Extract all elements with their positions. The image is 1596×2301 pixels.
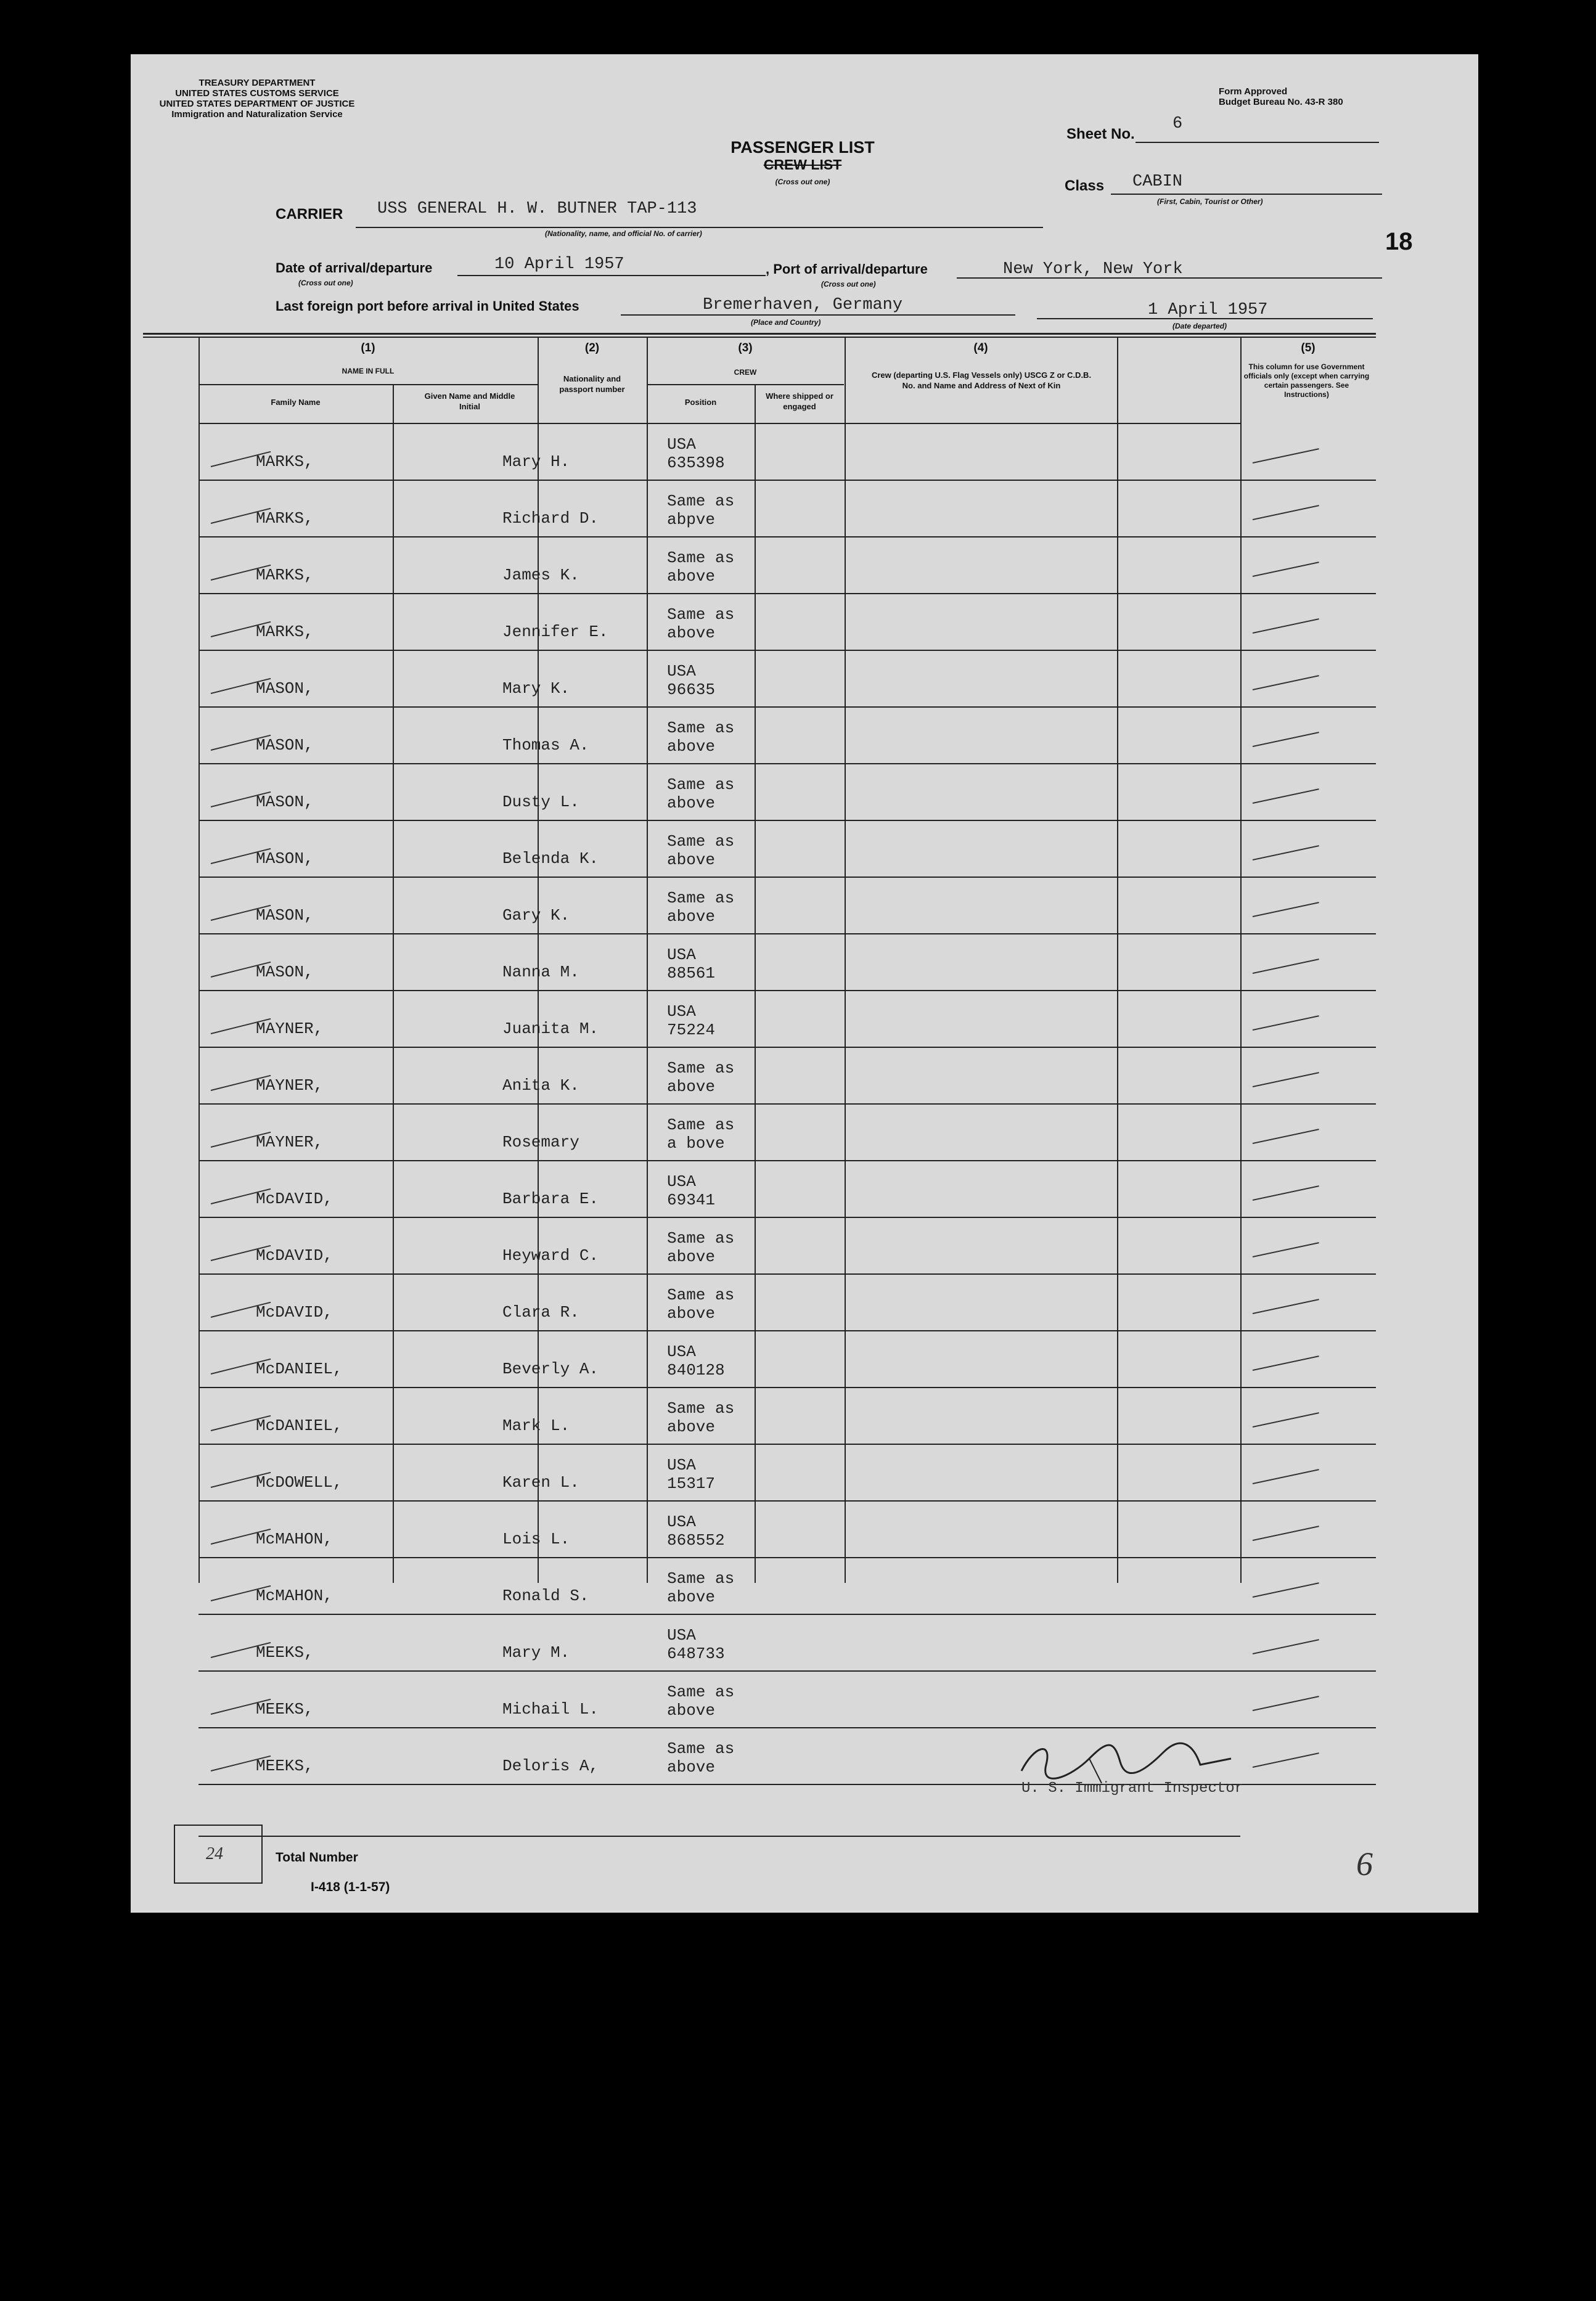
nationality-line-1: Same as (667, 605, 735, 624)
sheet-label: Sheet No. (1066, 126, 1135, 142)
nationality-line-2: 88561 (667, 964, 716, 983)
title-note: (Cross out one) (775, 178, 830, 186)
last-port-note: (Place and Country) (751, 318, 821, 327)
nationality-line-2: abpve (667, 510, 716, 529)
nationality-line-2: above (667, 1758, 716, 1776)
row-divider (198, 1557, 1376, 1558)
nationality-line-1: USA (667, 1343, 696, 1361)
nationality-line-1: Same as (667, 492, 735, 510)
class-label: Class (1065, 178, 1105, 194)
given-name: Barbara E. (502, 1190, 599, 1208)
nationality-line-2: a bove (667, 1134, 725, 1153)
carrier-value: USS GENERAL H. W. BUTNER TAP-113 (377, 200, 697, 218)
nationality-line-2: above (667, 794, 716, 812)
official-tick-mark (1253, 1469, 1319, 1484)
carrier-note: (Nationality, name, and official No. of carrier) (545, 229, 702, 238)
official-tick-mark (1253, 1582, 1319, 1598)
official-tick-mark (1253, 1072, 1319, 1087)
nationality-line-1: Same as (667, 1229, 735, 1248)
nationality-line-1: USA (667, 946, 696, 964)
date-departed-note: (Date departed) (1172, 322, 1227, 330)
official-tick-mark (1253, 1526, 1319, 1541)
col5-title: This column for use Government officials only (except when carrying certain passengers. See Instructions) (1243, 362, 1370, 399)
nationality-line-2: above (667, 567, 716, 586)
nationality-line-1: Same as (667, 1116, 735, 1134)
col2-title: Nationality and passport number (559, 374, 625, 394)
family-name: McDAVID, (256, 1190, 333, 1208)
nationality-line-2: 648733 (667, 1645, 725, 1663)
family-name: McDAVID, (256, 1303, 333, 1322)
family-name: McDOWELL, (256, 1473, 343, 1492)
form-approved (1219, 86, 1379, 107)
official-tick-mark (1253, 618, 1319, 634)
family-name: MARKS, (256, 623, 314, 641)
given-name: Jennifer E. (502, 623, 608, 641)
family-name: MASON, (256, 679, 314, 698)
given-name: Mark L. (502, 1416, 570, 1435)
official-tick-mark (1253, 788, 1319, 804)
agency-line-4: Immigration and Naturalization Service (171, 109, 343, 120)
nationality-line-2: above (667, 624, 716, 642)
official-tick-mark (1253, 1185, 1319, 1201)
nationality-line-1: Same as (667, 1059, 735, 1077)
col1-number: (1) (361, 341, 375, 354)
nationality-line-1: USA (667, 662, 696, 680)
row-divider (198, 1727, 1376, 1728)
nationality-line-2: above (667, 1304, 716, 1323)
given-name: Gary K. (502, 906, 570, 925)
row-divider (198, 763, 1376, 764)
family-name: MASON, (256, 793, 314, 811)
carrier-label: CARRIER (276, 206, 343, 223)
nationality-line-1: USA (667, 435, 696, 454)
family-name: McMAHON, (256, 1530, 333, 1548)
row-divider (198, 1217, 1376, 1218)
class-value: CABIN (1132, 173, 1183, 191)
total-box (174, 1825, 263, 1884)
family-name: MASON, (256, 963, 314, 981)
form-approved-line-1: Form Approved (1219, 86, 1288, 97)
row-divider (198, 933, 1376, 934)
given-name: Rosemary (502, 1133, 579, 1151)
given-name: Anita K. (502, 1076, 579, 1095)
document-page (131, 54, 1478, 1913)
nationality-line-1: Same as (667, 1569, 735, 1588)
family-name: MEEKS, (256, 1700, 314, 1719)
given-name: Ronald S. (502, 1587, 589, 1605)
family-name: MASON, (256, 906, 314, 925)
row-divider (198, 650, 1376, 651)
port-label: , Port of arrival/departure (766, 261, 928, 277)
col3-position-header: Position (684, 398, 717, 407)
nationality-line-2: 840128 (667, 1361, 725, 1379)
col4-title: Crew (departing U.S. Flag Vessels only) USCG Z or C.D.B. No. and Name and Address of Next of Kin (871, 370, 1092, 390)
nationality-line-2: above (667, 1077, 716, 1096)
given-name: Mary H. (502, 452, 570, 471)
sheet-number: 6 (1172, 115, 1183, 133)
row-divider (198, 1500, 1376, 1502)
col3-number: (3) (738, 341, 753, 354)
nationality-line-2: above (667, 1248, 716, 1266)
row-divider (198, 820, 1376, 821)
family-name: MASON, (256, 849, 314, 868)
family-name: MEEKS, (256, 1757, 314, 1775)
table-border-left (198, 338, 200, 1583)
official-tick-mark (1253, 1355, 1319, 1371)
row-divider (198, 480, 1376, 481)
crew-list-struck: CREW LIST (763, 157, 842, 173)
given-name: Richard D. (502, 509, 599, 528)
family-name: McDANIEL, (256, 1360, 343, 1378)
col3-where-header: Where shipped or engaged (766, 391, 833, 411)
inspector-caption: U. S. Immigrant Inspector (1021, 1780, 1244, 1797)
last-port-label: Last foreign port before arrival in United States (276, 298, 579, 314)
given-name: James K. (502, 566, 579, 584)
nationality-line-2: 69341 (667, 1191, 716, 1209)
row-divider (198, 593, 1376, 594)
given-name: Michail L. (502, 1700, 599, 1719)
official-tick-mark (1253, 1696, 1319, 1711)
family-name: MAYNER, (256, 1020, 324, 1038)
official-tick-mark (1253, 1412, 1319, 1428)
given-name: Thomas A. (502, 736, 589, 754)
family-name: McMAHON, (256, 1587, 333, 1605)
given-name: Nanna M. (502, 963, 579, 981)
family-name: McDAVID, (256, 1246, 333, 1265)
nationality-line-2: above (667, 1701, 716, 1720)
nationality-line-1: Same as (667, 889, 735, 907)
nationality-line-1: Same as (667, 549, 735, 567)
nationality-line-1: USA (667, 1456, 696, 1474)
given-name: Mary K. (502, 679, 570, 698)
nationality-line-1: USA (667, 1626, 696, 1645)
col3-title: CREW (734, 368, 757, 377)
row-divider (198, 1047, 1376, 1048)
nationality-line-2: above (667, 851, 716, 869)
nationality-line-1: Same as (667, 1286, 735, 1304)
handwritten-page-number: 6 (1356, 1845, 1373, 1882)
col1-family-header: Family Name (271, 398, 321, 407)
nationality-line-1: Same as (667, 1399, 735, 1418)
port-value: New York, New York (1003, 260, 1183, 279)
given-name: Juanita M. (502, 1020, 599, 1038)
nationality-line-1: Same as (667, 719, 735, 737)
family-name: MASON, (256, 736, 314, 754)
nationality-line-2: above (667, 737, 716, 756)
row-divider (198, 1444, 1376, 1445)
official-tick-mark (1253, 1639, 1319, 1654)
agency-line-2: UNITED STATES CUSTOMS SERVICE (175, 88, 339, 99)
official-tick-mark (1253, 958, 1319, 974)
form-approved-line-2: Budget Bureau No. 43-R 380 (1219, 97, 1343, 107)
date-departed-value: 1 April 1957 (1148, 301, 1268, 319)
official-tick-mark (1253, 1299, 1319, 1314)
official-tick-mark (1253, 562, 1319, 577)
col5-number: (5) (1301, 341, 1316, 354)
row-divider (198, 536, 1376, 537)
last-port-value: Bremerhaven, Germany (703, 296, 903, 314)
nationality-line-2: above (667, 1588, 716, 1606)
date-label: Date of arrival/departure (276, 260, 433, 276)
official-tick-mark (1253, 448, 1319, 464)
col1-given-header: Given Name and Middle Initial (424, 391, 515, 411)
nationality-line-1: Same as (667, 775, 735, 794)
row-divider (198, 1273, 1376, 1275)
family-name: MARKS, (256, 452, 314, 471)
nationality-line-1: USA (667, 1172, 696, 1191)
row-divider (198, 1387, 1376, 1388)
row-divider (198, 706, 1376, 708)
page-title: PASSENGER LIST (730, 138, 875, 157)
total-label: Total Number (276, 1850, 358, 1865)
date-note: (Cross out one) (298, 279, 353, 287)
official-tick-mark (1253, 675, 1319, 690)
row-divider (198, 1160, 1376, 1161)
row-divider (198, 990, 1376, 991)
col4-number: (4) (973, 341, 988, 354)
row-divider (198, 877, 1376, 878)
col2-number: (2) (584, 341, 600, 354)
total-value: 24 (206, 1844, 223, 1863)
nationality-line-2: 15317 (667, 1474, 716, 1493)
given-name: Beverly A. (502, 1360, 599, 1378)
official-tick-mark (1253, 1129, 1319, 1144)
inspector-signature (1015, 1734, 1237, 1786)
nationality-line-1: Same as (667, 1683, 735, 1701)
nationality-line-2: 75224 (667, 1021, 716, 1039)
row-divider (198, 1330, 1376, 1331)
nationality-line-1: Same as (667, 832, 735, 851)
given-name: Deloris A, (502, 1757, 599, 1775)
port-note: (Cross out one) (821, 280, 876, 288)
family-name: MEEKS, (256, 1643, 314, 1662)
nationality-line-2: 868552 (667, 1531, 725, 1550)
nationality-line-1: USA (667, 1002, 696, 1021)
nationality-line-2: 96635 (667, 680, 716, 699)
given-name: Mary M. (502, 1643, 570, 1662)
family-name: McDANIEL, (256, 1416, 343, 1435)
row-divider (198, 1614, 1376, 1615)
family-name: MARKS, (256, 509, 314, 528)
row-divider (198, 1670, 1376, 1672)
official-tick-mark (1253, 902, 1319, 917)
nationality-line-2: above (667, 1418, 716, 1436)
agency-line-1: TREASURY DEPARTMENT (198, 78, 316, 88)
official-tick-mark (1253, 1015, 1319, 1031)
official-tick-mark (1253, 1752, 1319, 1768)
nationality-line-1: Same as (667, 1739, 735, 1758)
official-tick-mark (1253, 845, 1319, 860)
given-name: Lois L. (502, 1530, 570, 1548)
agency-header (155, 78, 359, 120)
table-border-right (1240, 338, 1242, 1583)
official-tick-mark (1253, 732, 1319, 747)
given-name: Clara R. (502, 1303, 579, 1322)
given-name: Belenda K. (502, 849, 599, 868)
given-name: Dusty L. (502, 793, 579, 811)
family-name: MARKS, (256, 566, 314, 584)
nationality-line-2: 635398 (667, 454, 725, 472)
agency-line-3: UNITED STATES DEPARTMENT OF JUSTICE (159, 99, 355, 109)
table-bottom (198, 1836, 1240, 1837)
official-tick-mark (1253, 1242, 1319, 1257)
form-id: I-418 (1-1-57) (311, 1880, 390, 1894)
official-tick-mark (1253, 505, 1319, 520)
nationality-line-2: above (667, 907, 716, 926)
page-number: 18 (1385, 228, 1413, 255)
nationality-line-1: USA (667, 1513, 696, 1531)
class-note: (First, Cabin, Tourist or Other) (1157, 197, 1263, 206)
col1-title: NAME IN FULL (342, 367, 395, 375)
row-divider (198, 1103, 1376, 1105)
given-name: Heyward C. (502, 1246, 599, 1265)
given-name: Karen L. (502, 1473, 579, 1492)
date-value: 10 April 1957 (494, 255, 624, 274)
family-name: MAYNER, (256, 1076, 324, 1095)
family-name: MAYNER, (256, 1133, 324, 1151)
